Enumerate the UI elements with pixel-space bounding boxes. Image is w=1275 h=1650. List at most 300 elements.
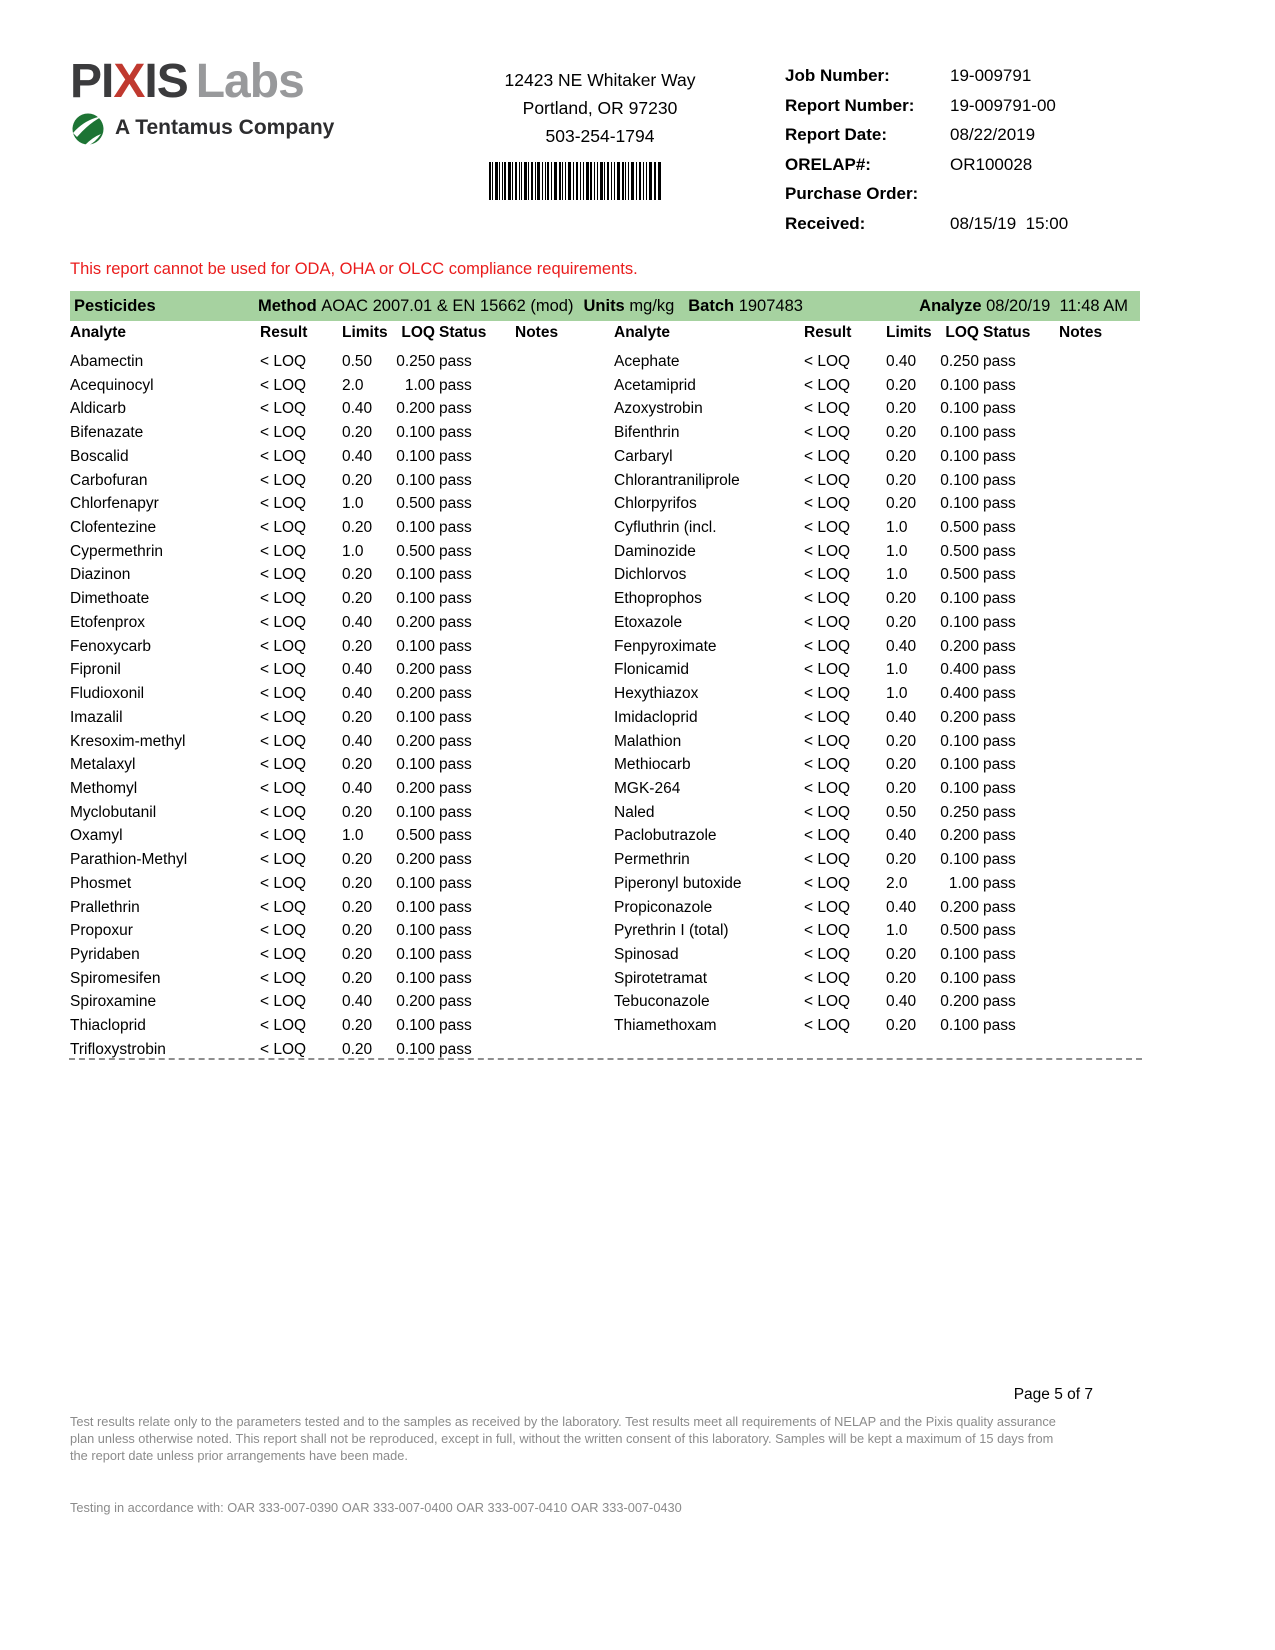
loq-value: 0.500	[940, 922, 979, 940]
analyte-result-row	[614, 658, 1140, 682]
report-info-block	[785, 66, 1135, 243]
analyte-result-row	[614, 730, 1140, 754]
analyte-name: Acequinocyl	[70, 376, 154, 394]
limits-value: 0.20	[886, 756, 917, 774]
notes-value	[515, 587, 596, 611]
loq-value: 0.100	[396, 803, 435, 821]
analyte-result-row	[70, 919, 596, 943]
analyte-result-row	[70, 516, 596, 540]
notes-value	[515, 611, 596, 635]
loq-value: 0.100	[396, 471, 435, 489]
limits-value: 0.20	[342, 519, 373, 537]
result-value: < LOQ	[804, 661, 851, 679]
status-value: pass	[439, 637, 472, 655]
info-label: Received:	[785, 213, 866, 233]
analyte-result-row	[70, 350, 596, 374]
info-label: Report Number:	[785, 95, 915, 115]
notes-value	[515, 943, 596, 967]
analyte-name: Fenpyroximate	[614, 637, 717, 655]
notes-value	[1059, 635, 1140, 659]
result-value: < LOQ	[804, 519, 851, 537]
analyte-result-row	[614, 848, 1140, 872]
loq-value: 0.200	[396, 779, 435, 797]
status-value: pass	[983, 1017, 1016, 1035]
result-value: < LOQ	[260, 447, 307, 465]
status-value: pass	[439, 898, 472, 916]
analyte-name: Bifenazate	[70, 424, 144, 442]
result-value: < LOQ	[260, 779, 307, 797]
notes-value	[515, 445, 596, 469]
status-value: pass	[439, 424, 472, 442]
logo-text-is: IS	[144, 55, 188, 108]
analyte-result-row	[70, 445, 596, 469]
analyte-name: Ethoprophos	[614, 590, 702, 608]
page-number: Page 5 of 7	[1013, 1386, 1093, 1403]
limits-value: 0.20	[342, 1017, 373, 1035]
notes-value	[1059, 516, 1140, 540]
limits-value: 0.20	[342, 424, 373, 442]
loq-value: 0.200	[940, 993, 979, 1011]
notes-value	[1059, 492, 1140, 516]
status-value: pass	[983, 827, 1016, 845]
result-value: < LOQ	[804, 874, 851, 892]
notes-value	[1059, 611, 1140, 635]
method-field	[258, 297, 573, 316]
loq-value: 0.100	[940, 969, 979, 987]
logo-text-x: X	[113, 55, 145, 108]
result-value: < LOQ	[804, 685, 851, 703]
status-value: pass	[439, 708, 472, 726]
analyte-name: Propiconazole	[614, 898, 713, 916]
analyte-result-row	[614, 611, 1140, 635]
status-value: pass	[983, 519, 1016, 537]
status-value: pass	[983, 945, 1016, 963]
results-column-right	[614, 350, 1140, 1038]
result-value: < LOQ	[260, 1040, 307, 1058]
analyte-result-row	[70, 540, 596, 564]
analyte-name: Thiacloprid	[70, 1017, 146, 1035]
loq-value: 0.200	[396, 661, 435, 679]
status-value: pass	[983, 779, 1016, 797]
notes-value	[515, 658, 596, 682]
notes-value	[515, 350, 596, 374]
results-column-left	[70, 350, 596, 1062]
analyte-result-row	[614, 540, 1140, 564]
analyte-result-row	[70, 967, 596, 991]
analyte-result-row	[70, 421, 596, 445]
loq-value: 0.100	[396, 1040, 435, 1058]
analyte-result-row	[70, 824, 596, 848]
notes-value	[1059, 824, 1140, 848]
notes-value	[515, 635, 596, 659]
result-value: < LOQ	[260, 613, 307, 631]
results-table-header	[70, 324, 1140, 342]
notes-value	[515, 801, 596, 825]
result-value: < LOQ	[260, 993, 307, 1011]
col-result: Result	[804, 324, 852, 341]
limits-value: 0.20	[342, 874, 373, 892]
notes-value	[1059, 872, 1140, 896]
result-value: < LOQ	[260, 471, 307, 489]
loq-value: 0.100	[940, 945, 979, 963]
status-value: pass	[439, 756, 472, 774]
status-value: pass	[439, 874, 472, 892]
info-value: 08/22/2019	[950, 125, 1036, 144]
analyte-name: Fludioxonil	[70, 685, 145, 703]
result-value: < LOQ	[260, 637, 307, 655]
analyte-result-row	[614, 824, 1140, 848]
notes-value	[515, 1014, 596, 1038]
result-value: < LOQ	[260, 803, 307, 821]
analyte-result-row	[70, 990, 596, 1014]
analyte-result-row	[614, 990, 1140, 1014]
limits-value: 0.20	[886, 779, 917, 797]
status-value: pass	[983, 922, 1016, 940]
limits-value: 0.20	[342, 851, 373, 869]
loq-value: 0.250	[940, 803, 979, 821]
status-value: pass	[439, 1017, 472, 1035]
analyte-result-row	[70, 943, 596, 967]
limits-value: 0.40	[342, 993, 373, 1011]
loq-value: 0.500	[940, 566, 979, 584]
limits-value: 2.0	[886, 874, 908, 892]
col-limits: Limits	[342, 324, 388, 341]
analyte-name: Methiocarb	[614, 756, 691, 774]
notes-value	[1059, 540, 1140, 564]
status-value: pass	[983, 447, 1016, 465]
barcode-image	[489, 162, 661, 200]
notes-value	[515, 682, 596, 706]
limits-value: 0.40	[886, 353, 917, 370]
analyte-result-row	[614, 919, 1140, 943]
loq-value: 0.100	[396, 1017, 435, 1035]
analyte-name: Spiroxamine	[70, 993, 157, 1011]
col-analyte: Analyte	[614, 324, 670, 341]
notes-value	[515, 540, 596, 564]
limits-value: 0.20	[886, 732, 917, 750]
result-value: < LOQ	[260, 542, 307, 560]
result-value: < LOQ	[260, 424, 307, 442]
status-value: pass	[983, 566, 1016, 584]
result-value: < LOQ	[804, 922, 851, 940]
analyte-result-row	[614, 682, 1140, 706]
logo-text-pi: PI	[70, 55, 114, 108]
analyte-name: Fipronil	[70, 661, 121, 679]
result-value: < LOQ	[260, 827, 307, 845]
loq-value: 0.100	[396, 969, 435, 987]
report-info-row	[785, 125, 1135, 155]
limits-value: 1.0	[342, 542, 364, 560]
notes-value	[515, 563, 596, 587]
analyte-name: Piperonyl butoxide	[614, 874, 742, 892]
analyte-name: Cyfluthrin (incl.	[614, 519, 717, 537]
status-value: pass	[983, 424, 1016, 442]
limits-value: 0.20	[342, 471, 373, 489]
table-header-left	[70, 324, 596, 342]
col-status: Status	[439, 324, 487, 341]
report-info-row	[785, 214, 1135, 244]
status-value: pass	[983, 353, 1016, 370]
status-value: pass	[439, 1040, 472, 1058]
limits-value: 0.40	[342, 613, 373, 631]
notes-value	[1059, 706, 1140, 730]
loq-value: 0.200	[396, 400, 435, 418]
limits-value: 0.20	[886, 851, 917, 869]
loq-value: 0.100	[940, 613, 979, 631]
notes-value	[1059, 469, 1140, 493]
batch-value: 1907483	[738, 296, 803, 315]
analyte-result-row	[70, 730, 596, 754]
notes-value	[1059, 990, 1140, 1014]
limits-value: 0.20	[886, 471, 917, 489]
notes-value	[1059, 730, 1140, 754]
limits-value: 1.0	[342, 827, 364, 845]
loq-value: 0.200	[396, 685, 435, 703]
notes-value	[515, 848, 596, 872]
method-value: AOAC 2007.01 & EN 15662 (mod)	[321, 296, 574, 315]
limits-value: 0.40	[342, 779, 373, 797]
result-value: < LOQ	[804, 779, 851, 797]
limits-value: 0.20	[342, 637, 373, 655]
loq-value: 0.100	[940, 400, 979, 418]
notes-value	[1059, 1014, 1140, 1038]
analyte-name: Clofentezine	[70, 519, 157, 537]
analyte-result-row	[614, 492, 1140, 516]
result-value: < LOQ	[260, 495, 307, 513]
status-value: pass	[983, 400, 1016, 418]
notes-value	[515, 872, 596, 896]
notes-value	[515, 374, 596, 398]
analyte-name: Tebuconazole	[614, 993, 710, 1011]
analyte-result-row	[70, 587, 596, 611]
analyte-result-row	[70, 896, 596, 920]
analyte-result-row	[614, 872, 1140, 896]
result-value: < LOQ	[804, 400, 851, 418]
status-value: pass	[983, 637, 1016, 655]
logo-text-labs: Labs	[195, 55, 304, 108]
analyte-result-row	[70, 1014, 596, 1038]
batch-field	[688, 297, 803, 316]
analyte-name: Boscalid	[70, 447, 129, 465]
notes-value	[515, 421, 596, 445]
analyte-result-row	[70, 848, 596, 872]
status-value: pass	[439, 495, 472, 513]
analyte-result-row	[70, 469, 596, 493]
notes-value	[1059, 421, 1140, 445]
loq-value: 0.100	[940, 495, 979, 513]
notes-value	[1059, 896, 1140, 920]
loq-value: 0.100	[396, 874, 435, 892]
limits-value: 0.20	[886, 1017, 917, 1035]
result-value: < LOQ	[804, 993, 851, 1011]
status-value: pass	[983, 874, 1016, 892]
limits-value: 0.20	[886, 613, 917, 631]
status-value: pass	[439, 779, 472, 797]
limits-value: 0.20	[342, 590, 373, 608]
info-label: ORELAP#:	[785, 154, 871, 174]
analyte-name: MGK-264	[614, 779, 681, 797]
status-value: pass	[439, 566, 472, 584]
notes-value	[1059, 943, 1140, 967]
status-value: pass	[439, 803, 472, 821]
limits-value: 0.40	[342, 447, 373, 465]
result-value: < LOQ	[804, 851, 851, 869]
notes-value	[515, 990, 596, 1014]
analyte-name: Pyrethrin I (total)	[614, 922, 729, 940]
status-value: pass	[983, 590, 1016, 608]
notes-value	[1059, 919, 1140, 943]
notes-value	[1059, 350, 1140, 374]
analyte-name: Dichlorvos	[614, 566, 687, 584]
analyte-name: Oxamyl	[70, 827, 123, 845]
analyze-label: Analyze	[919, 296, 987, 315]
analyte-name: Dimethoate	[70, 590, 150, 608]
analyte-result-row	[70, 753, 596, 777]
result-value: < LOQ	[804, 590, 851, 608]
loq-value: 0.200	[396, 851, 435, 869]
loq-value: 0.100	[940, 424, 979, 442]
analyte-name: Spinosad	[614, 945, 679, 963]
result-value: < LOQ	[804, 542, 851, 560]
col-loq: LOQ	[945, 324, 979, 341]
address-line: 503-254-1794	[545, 126, 655, 146]
notes-value	[515, 919, 596, 943]
section-title: Pesticides	[74, 296, 156, 315]
result-value: < LOQ	[260, 376, 307, 394]
report-info-row	[785, 66, 1135, 96]
analyte-name: Naled	[614, 803, 655, 821]
status-value: pass	[439, 471, 472, 489]
notes-value	[1059, 848, 1140, 872]
address-line: Portland, OR 97230	[522, 98, 678, 118]
address-line: 12423 NE Whitaker Way	[504, 70, 696, 90]
notes-value	[515, 706, 596, 730]
notes-value	[515, 730, 596, 754]
limits-value: 1.0	[886, 661, 908, 679]
analyte-name: Carbofuran	[70, 471, 148, 489]
limits-value: 0.40	[886, 637, 917, 655]
analyte-result-row	[614, 563, 1140, 587]
status-value: pass	[983, 851, 1016, 869]
notes-value	[1059, 801, 1140, 825]
result-value: < LOQ	[260, 732, 307, 750]
report-info-row	[785, 184, 1135, 214]
loq-value: 0.100	[940, 1017, 979, 1035]
loq-value: 0.100	[940, 779, 979, 797]
analyte-result-row	[70, 492, 596, 516]
loq-value: 0.200	[940, 898, 979, 916]
notes-value	[1059, 658, 1140, 682]
analyte-result-row	[614, 421, 1140, 445]
result-value: < LOQ	[260, 851, 307, 869]
notes-value	[1059, 563, 1140, 587]
footer-disclaimer: Test results relate only to the parameters tested and to the samples as received by the laboratory. Test results meet all requirements of NELAP and the Pixis quality assurance plan unless otherwise noted. This report shall not be reproduced, except in full, without the written consent of this laboratory. Samples will be kept a maximum of 15 days from the report date unless prior arrangements have been made.	[70, 1414, 1056, 1463]
pesticides-section-bar	[70, 291, 1140, 321]
analyte-name: Chlorpyrifos	[614, 495, 697, 513]
info-value: 19-009791	[950, 66, 1032, 85]
report-info-row	[785, 155, 1135, 185]
notes-value	[515, 777, 596, 801]
limits-value: 1.0	[886, 542, 908, 560]
analyte-result-row	[70, 777, 596, 801]
result-value: < LOQ	[804, 708, 851, 726]
analyte-name: Paclobutrazole	[614, 827, 717, 845]
status-value: pass	[439, 969, 472, 987]
status-value: pass	[983, 708, 1016, 726]
result-value: < LOQ	[260, 756, 307, 774]
col-notes: Notes	[515, 324, 559, 341]
result-value: < LOQ	[804, 566, 851, 584]
loq-value: 0.100	[940, 376, 979, 394]
limits-value: 0.20	[886, 424, 917, 442]
lab-address	[430, 66, 770, 150]
status-value: pass	[439, 945, 472, 963]
notes-value	[515, 397, 596, 421]
status-value: pass	[983, 685, 1016, 703]
analyte-name: Methomyl	[70, 779, 138, 797]
analyte-name: Kresoxim-methyl	[70, 732, 186, 750]
limits-value: 0.20	[342, 708, 373, 726]
col-notes: Notes	[1059, 324, 1103, 341]
result-value: < LOQ	[260, 519, 307, 537]
notes-value	[1059, 967, 1140, 991]
status-value: pass	[439, 590, 472, 608]
result-value: < LOQ	[260, 400, 307, 418]
col-status: Status	[983, 324, 1031, 341]
status-value: pass	[439, 827, 472, 845]
limits-value: 0.40	[886, 993, 917, 1011]
status-value: pass	[439, 993, 472, 1011]
status-value: pass	[439, 519, 472, 537]
logo-wordmark	[70, 56, 334, 108]
analyte-name: Flonicamid	[614, 661, 689, 679]
limits-value: 0.20	[886, 945, 917, 963]
leaf-icon	[70, 110, 106, 146]
limits-value: 2.0	[342, 376, 364, 394]
analyte-result-row	[70, 682, 596, 706]
info-value: 19-009791-00	[950, 95, 1056, 115]
units-label: Units	[583, 296, 630, 315]
batch-label: Batch	[688, 296, 739, 315]
limits-value: 0.20	[342, 922, 373, 940]
loq-value: 0.100	[396, 922, 435, 940]
result-value: < LOQ	[804, 424, 851, 442]
analyte-result-row	[70, 635, 596, 659]
footer-accordance: Testing in accordance with: OAR 333-007-0390 OAR 333-007-0400 OAR 333-007-0410 OAR 333-007-0430	[70, 1500, 682, 1515]
limits-value: 0.20	[342, 945, 373, 963]
loq-value: 0.400	[940, 661, 979, 679]
status-value: pass	[983, 756, 1016, 774]
result-value: < LOQ	[804, 353, 851, 370]
pixis-labs-logo	[70, 56, 334, 146]
status-value: pass	[439, 376, 472, 394]
analyte-name: Fenoxycarb	[70, 637, 151, 655]
analyte-result-row	[70, 397, 596, 421]
analyte-result-row	[70, 374, 596, 398]
analyte-name: Hexythiazox	[614, 685, 699, 703]
loq-value: 0.200	[940, 827, 979, 845]
analyte-name: Myclobutanil	[70, 803, 157, 821]
analyte-name: Thiamethoxam	[614, 1017, 717, 1035]
loq-value: 0.100	[396, 519, 435, 537]
limits-value: 0.20	[342, 756, 373, 774]
loq-value: 0.100	[940, 756, 979, 774]
notes-value	[1059, 753, 1140, 777]
loq-value: 0.200	[396, 732, 435, 750]
loq-value: 0.500	[396, 542, 435, 560]
status-value: pass	[983, 376, 1016, 394]
col-loq: LOQ	[401, 324, 435, 341]
